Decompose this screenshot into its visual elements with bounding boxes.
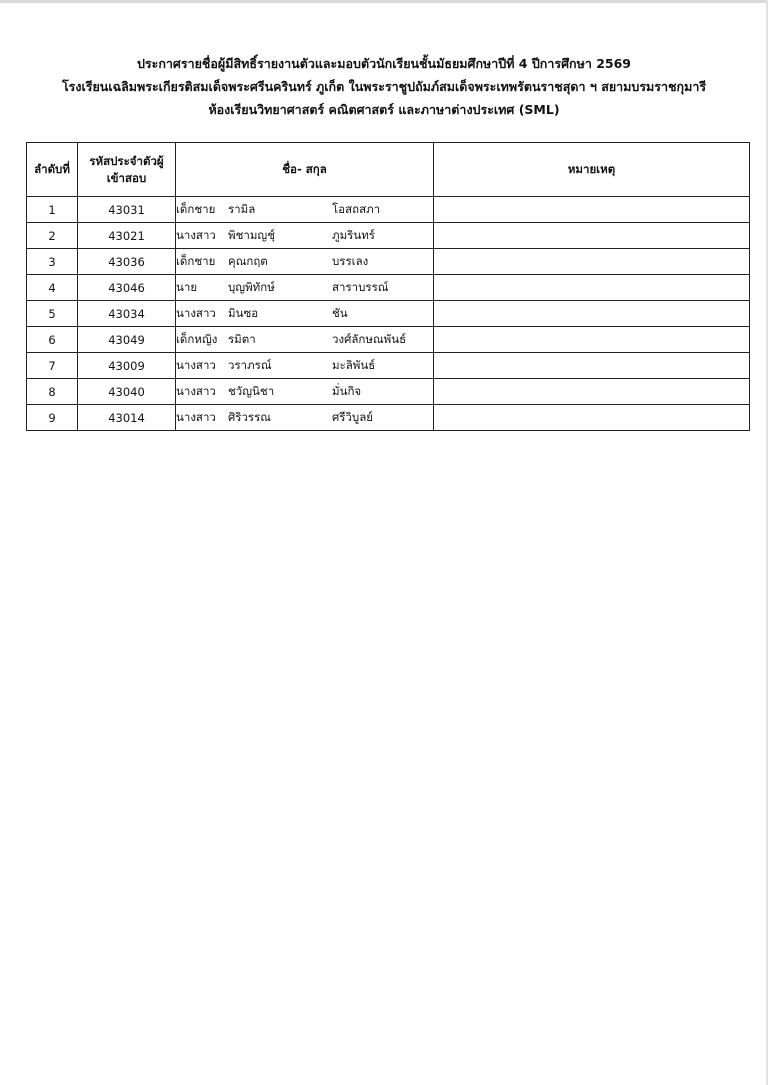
cell-note xyxy=(434,249,750,275)
cell-note xyxy=(434,327,750,353)
name-prefix: นางสาว xyxy=(176,383,216,398)
cell-note xyxy=(434,379,750,405)
cell-note xyxy=(434,405,750,431)
table-header-row xyxy=(27,143,750,197)
cell-code: 43034 xyxy=(78,301,176,327)
cell-name xyxy=(176,327,434,353)
table-row xyxy=(27,353,750,379)
table-row xyxy=(27,275,750,301)
cell-name xyxy=(176,223,434,249)
first-name: มินซอ xyxy=(228,305,259,320)
name-prefix: นาย xyxy=(176,279,198,294)
table-row xyxy=(27,405,750,431)
name-prefix: เด็กหญิง xyxy=(176,331,218,346)
last-name: วงศ์ลักษณพันธ์ xyxy=(332,331,407,346)
cell-code: 43036 xyxy=(78,249,176,275)
cell-name xyxy=(176,301,434,327)
page-edge-top xyxy=(0,0,768,3)
cell-name xyxy=(176,249,434,275)
last-name: โอสถสภา xyxy=(332,201,381,216)
cell-code: 43046 xyxy=(78,275,176,301)
table-row xyxy=(27,301,750,327)
name-prefix: นางสาว xyxy=(176,357,216,372)
cell-note xyxy=(434,197,750,223)
first-name: รามิล xyxy=(228,201,256,216)
cell-name xyxy=(176,353,434,379)
name-prefix: เด็กชาย xyxy=(176,201,216,216)
header-line-2: โรงเรียนเฉลิมพระเกียรติสมเด็จพระศรีนครินทร์ ภูเก็ต ในพระราชูปถัมภ์สมเด็จพระเทพรัตนราชสุดา ฯ สยามบรมราชกุมารี xyxy=(61,79,707,94)
student-roster-table xyxy=(26,142,750,431)
cell-code: 43021 xyxy=(78,223,176,249)
cell-order: 3 xyxy=(27,249,78,275)
table-row xyxy=(27,197,750,223)
cell-name xyxy=(176,379,434,405)
cell-order: 8 xyxy=(27,379,78,405)
column-header-code-line-2: เข้าสอบ xyxy=(106,170,147,185)
name-prefix: เด็กชาย xyxy=(176,253,216,268)
cell-code: 43031 xyxy=(78,197,176,223)
cell-code: 43040 xyxy=(78,379,176,405)
cell-note xyxy=(434,301,750,327)
cell-order: 2 xyxy=(27,223,78,249)
column-header-code-line-1: รหัสประจำตัวผู้ xyxy=(89,153,164,168)
cell-code: 43014 xyxy=(78,405,176,431)
first-name: รมิตา xyxy=(228,331,256,346)
name-prefix: นางสาว xyxy=(176,227,216,242)
cell-order: 1 xyxy=(27,197,78,223)
cell-order: 6 xyxy=(27,327,78,353)
last-name: มั่นกิจ xyxy=(332,383,362,398)
name-prefix: นางสาว xyxy=(176,305,216,320)
last-name: มะลิพันธ์ xyxy=(332,357,376,372)
cell-code: 43049 xyxy=(78,327,176,353)
cell-name xyxy=(176,275,434,301)
cell-order: 5 xyxy=(27,301,78,327)
cell-name xyxy=(176,197,434,223)
header-line-1: ประกาศรายชื่อผู้มีสิทธิ์รายงานตัวและมอบตัวนักเรียนชั้นมัธยมศึกษาปีที่ 4 ปีการศึกษา 2569 xyxy=(136,56,631,71)
column-header-note: หมายเหตุ xyxy=(434,143,750,197)
column-header-code xyxy=(78,143,176,197)
cell-code: 43009 xyxy=(78,353,176,379)
first-name: บุญพิทักษ์ xyxy=(228,279,275,294)
table-row xyxy=(27,327,750,353)
table-row xyxy=(27,223,750,249)
cell-order: 4 xyxy=(27,275,78,301)
first-name: ศิริวรรณ xyxy=(228,409,271,424)
first-name: วราภรณ์ xyxy=(228,357,272,372)
column-header-name: ชื่อ- สกุล xyxy=(176,143,434,197)
last-name: ชัน xyxy=(332,305,348,320)
cell-note xyxy=(434,275,750,301)
cell-note xyxy=(434,353,750,379)
last-name: ศรีวิบูลย์ xyxy=(332,409,374,424)
last-name: ภูมรินทร์ xyxy=(332,227,375,242)
first-name: ชวัญนิชา xyxy=(228,383,275,398)
header-line-3: ห้องเรียนวิทยาศาสตร์ คณิตศาสตร์ และภาษาต่างประเทศ (SML) xyxy=(208,102,560,117)
cell-name xyxy=(176,405,434,431)
cell-order: 7 xyxy=(27,353,78,379)
first-name: คุณกฤต xyxy=(228,253,268,268)
first-name: พิชามญชุ์ xyxy=(228,227,276,242)
last-name: สาราบรรณ์ xyxy=(332,279,389,294)
last-name: บรรเลง xyxy=(332,253,369,268)
name-prefix: นางสาว xyxy=(176,409,216,424)
column-header-order: ลำดับที่ xyxy=(27,143,78,197)
table-row xyxy=(27,249,750,275)
table-row xyxy=(27,379,750,405)
document-header xyxy=(0,52,768,121)
cell-order: 9 xyxy=(27,405,78,431)
cell-note xyxy=(434,223,750,249)
